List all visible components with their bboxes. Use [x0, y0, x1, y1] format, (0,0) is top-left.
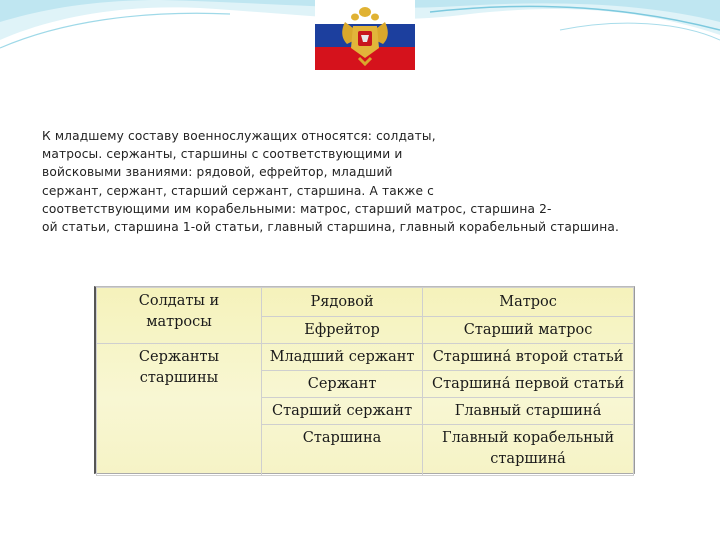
- table-row: [97, 288, 634, 317]
- army-rank-cell: Старшина: [262, 425, 423, 476]
- navy-rank-cell: Главный корабельный старшина́: [423, 425, 634, 476]
- navy-rank-cell: Главный старшина́: [423, 398, 634, 425]
- category-cell: Солдаты и матросы: [97, 288, 262, 344]
- navy-rank-cell: Старшина́ первой статьи́: [423, 371, 634, 398]
- ranks-table: [94, 286, 635, 474]
- army-rank-cell: Младший сержант: [262, 344, 423, 371]
- category-cell: Сержанты старшины: [97, 344, 262, 476]
- army-rank-cell: Рядовой: [262, 288, 423, 317]
- navy-rank-cell: Матрос: [423, 288, 634, 317]
- navy-rank-cell: Старшина́ второй статьи́: [423, 344, 634, 371]
- army-rank-cell: Сержант: [262, 371, 423, 398]
- army-rank-cell: Старший сержант: [262, 398, 423, 425]
- navy-rank-cell: Старший матрос: [423, 317, 634, 344]
- army-rank-cell: Ефрейтор: [262, 317, 423, 344]
- coat-of-arms-icon: [337, 4, 393, 66]
- ranks-description-text: К младшему составу военнослужащих относятся: солдаты, матросы. сержанты, старшины с соответствующими и войсковыми званиями: рядовой, ефрейтор, младший сержант, сержант, старший сержант, старшина. А также с соответствующими им корабельными: матрос, старший матрос, старшина 2- ой статьи, старшина 1-ой статьи, главный старшина, главный корабельный старшина.: [42, 129, 619, 235]
- russian-flag-icon: [315, 0, 415, 70]
- table-row: [97, 344, 634, 371]
